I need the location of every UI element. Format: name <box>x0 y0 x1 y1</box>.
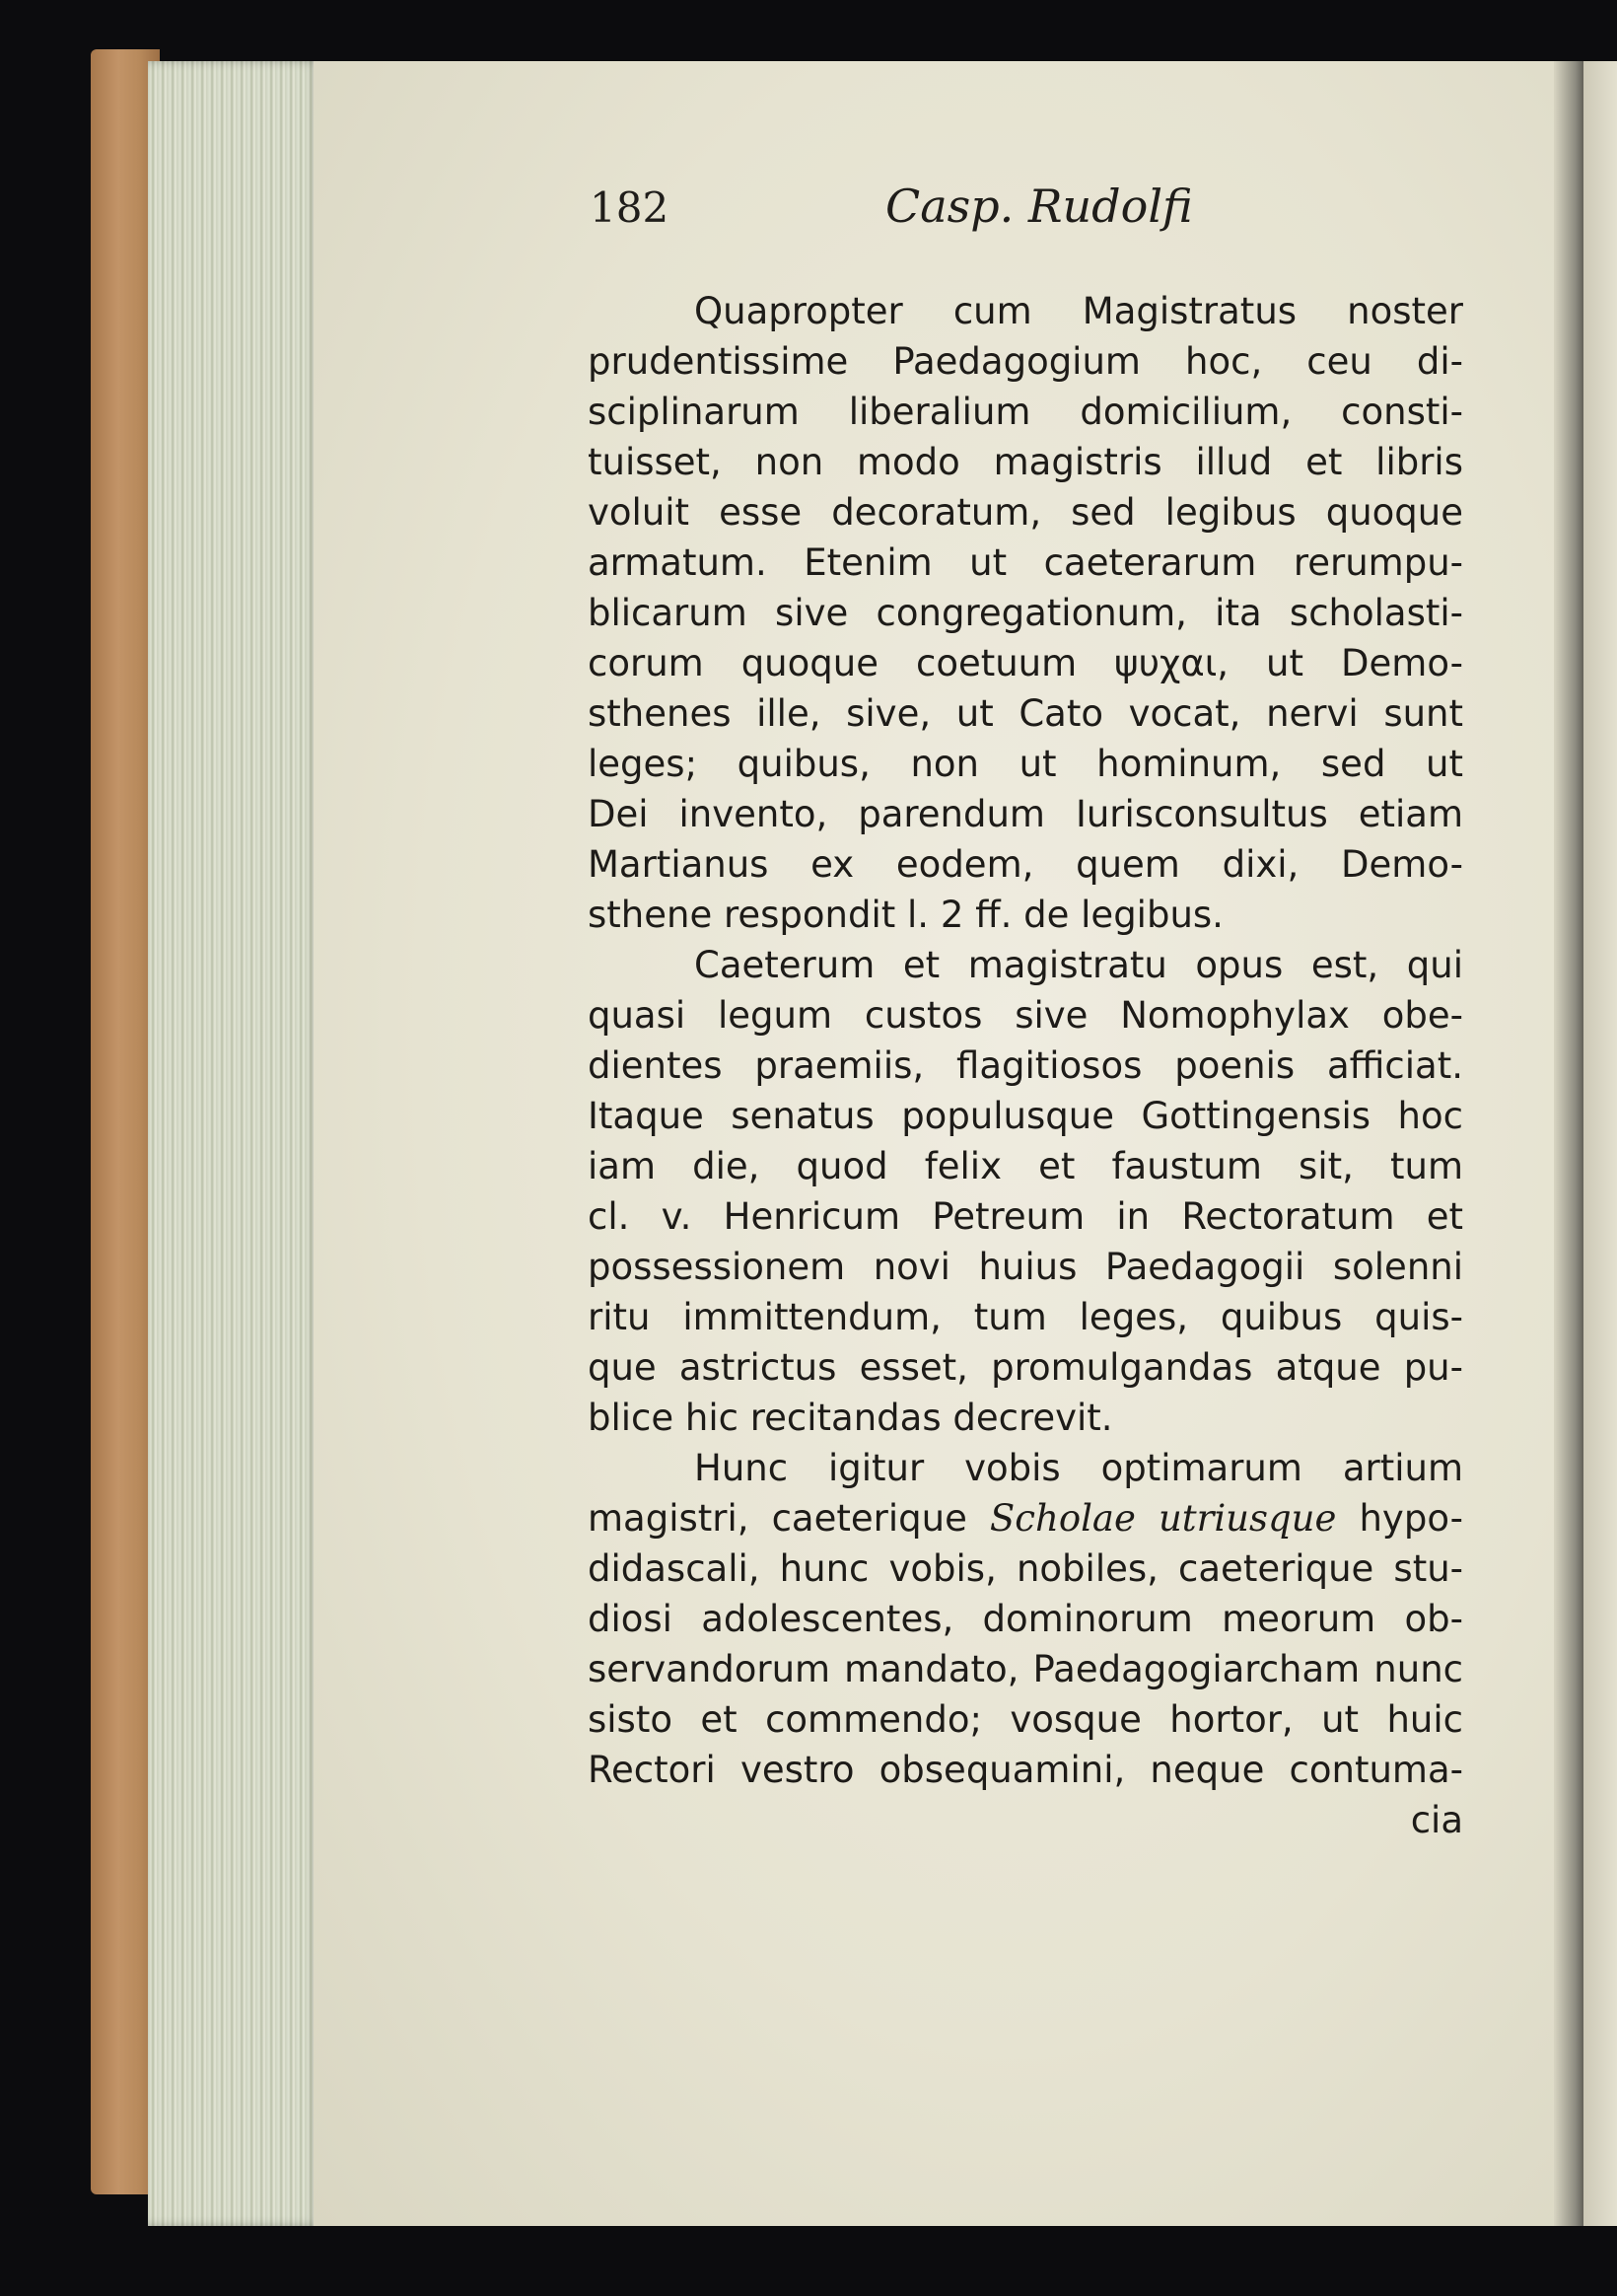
text-line: voluit esse decoratum, sed legibus quoque <box>588 491 1463 534</box>
text-line: sciplinarum liberalium domicilium, consti- <box>588 391 1463 433</box>
text-line: sisto et commendo; vosque hortor, ut huic <box>588 1698 1463 1741</box>
italic-phrase: Scholae utriusque <box>989 1497 1337 1540</box>
text-line: dientes praemiis, flagitiosos poenis afficiat. <box>588 1044 1463 1087</box>
text-line: servandorum mandato, Paedagogiarcham nunc <box>588 1648 1463 1690</box>
text-run: magistri, caeterique <box>588 1497 967 1540</box>
facing-page-edge <box>1583 61 1617 2226</box>
paragraph-1 <box>588 286 1463 940</box>
text-line: Rectori vestro obsequamini, neque contuma- <box>588 1749 1463 1791</box>
text-line-mixed <box>588 1493 1463 1543</box>
page-edge-stack <box>148 61 320 2226</box>
body-text <box>588 286 1463 1845</box>
text-line: armatum. Etenim ut caeterarum rerumpu- <box>588 541 1463 584</box>
text-line: que astrictus esset, promulgandas atque pu- <box>588 1346 1463 1389</box>
page-number: 182 <box>590 183 669 232</box>
paragraph-3 <box>588 1443 1463 1795</box>
text-line: Caeterum et magistratu opus est, qui <box>694 944 1463 986</box>
text-line: blicarum sive congregationum, ita scholasti- <box>588 592 1463 634</box>
text-line: Itaque senatus populusque Gottingensis hoc <box>588 1095 1463 1137</box>
running-head: Casp. Rudolfi <box>885 179 1193 233</box>
text-line: Martianus ex eodem, quem dixi, Demo- <box>588 843 1463 886</box>
text-line: cl. v. Henricum Petreum in Rectoratum et <box>588 1195 1463 1238</box>
text-line: blice hic recitandas decrevit. <box>588 1397 1113 1439</box>
text-run: hypo- <box>1359 1497 1463 1540</box>
text-line: ritu immittendum, tum leges, quibus quis- <box>588 1296 1463 1338</box>
text-line: corum quoque coetuum ψυχαι, ut Demo- <box>588 642 1463 684</box>
page-header <box>590 179 1378 258</box>
text-line: Quapropter cum Magistratus noster <box>694 290 1463 332</box>
text-line: diosi adolescentes, dominorum meorum ob- <box>588 1598 1463 1640</box>
text-line: quasi legum custos sive Nomophylax obe- <box>588 994 1463 1037</box>
text-line: sthene respondit l. 2 ff. de legibus. <box>588 894 1224 936</box>
text-line: iam die, quod felix et faustum sit, tum <box>588 1145 1463 1187</box>
text-line: sthenes ille, sive, ut Cato vocat, nervi sunt <box>588 692 1463 735</box>
text-line: Dei invento, parendum Iurisconsultus etiam <box>588 793 1463 835</box>
text-line: possessionem novi huius Paedagogii solenni <box>588 1246 1463 1288</box>
paragraph-2 <box>588 940 1463 1443</box>
text-line: prudentissime Paedagogium hoc, ceu di- <box>588 340 1463 383</box>
text-line: tuisset, non modo magistris illud et libris <box>588 441 1463 483</box>
catchword: cia <box>1410 1799 1463 1841</box>
text-line: Hunc igitur vobis optimarum artium <box>694 1447 1463 1489</box>
text-line: leges; quibus, non ut hominum, sed ut <box>588 743 1463 785</box>
text-line: didascali, hunc vobis, nobiles, caeterique stu- <box>588 1547 1463 1590</box>
